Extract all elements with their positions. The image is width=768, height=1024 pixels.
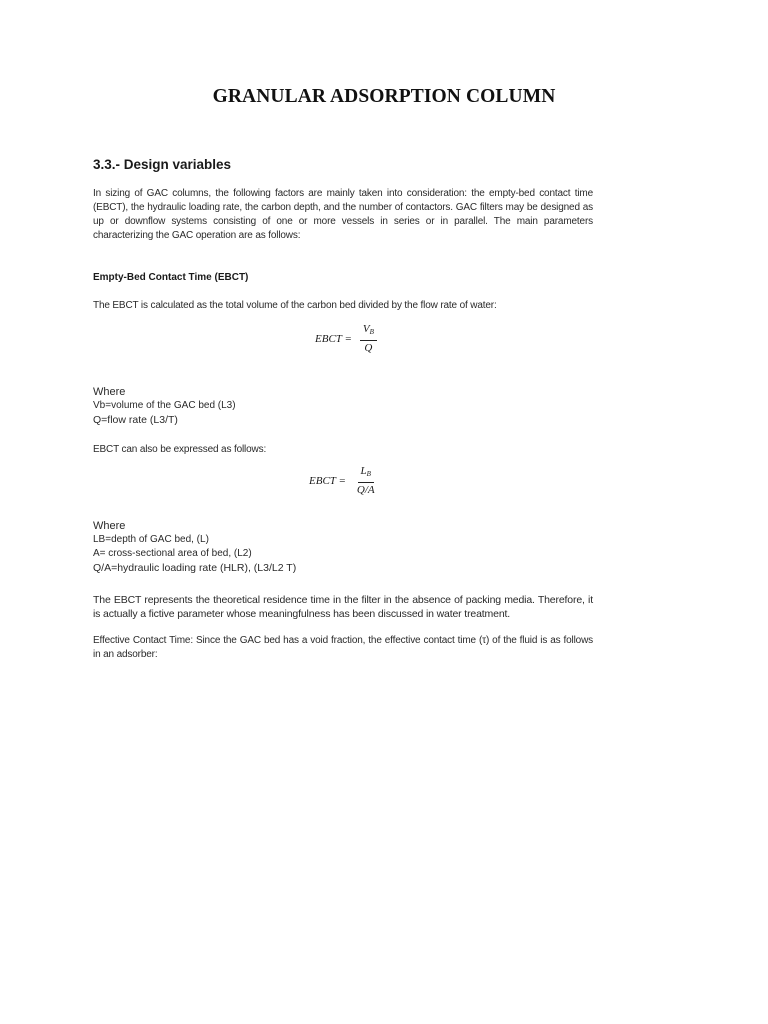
intro-paragraph: In sizing of GAC columns, the following factors are mainly taken into consideration: the empty-bed contact time (EBCT), the hydraulic loading rate, the carbon depth, and the number of contactors. GAC filters may be designed as up or downflow systems consisting of one or more vessels in series or in parallel. The main parameters characterizing the GAC operation are as follows: [93, 188, 593, 241]
where-label: Where [93, 386, 126, 398]
where-block-2 [93, 519, 593, 575]
numerator-subscript: B [366, 470, 371, 478]
ebct-explanation: The EBCT represents the theoretical residence time in the filter in the absence of packing media. Therefore, it is actually a fictive parameter whose meaningfulness has been discussed in water treatment. [93, 594, 593, 620]
ebct-formula-depth [309, 465, 593, 497]
formula-denominator: Q/A [356, 484, 375, 496]
where-line: Q=flow rate (L3/T) [93, 414, 178, 426]
numerator-subscript: B [369, 328, 374, 336]
where-line: LB=depth of GAC bed, (L) [93, 534, 209, 545]
ebct-alt-text: EBCT can also be expressed as follows: [93, 444, 267, 455]
effective-contact-time: Effective Contact Time: Since the GAC bed has a void fraction, the effective contact time (τ) of the fluid is as follows in an adsorber: [93, 635, 593, 660]
formula-numerator [358, 465, 374, 483]
formula-lhs: EBCT = [315, 333, 352, 345]
formula-denominator: Q [364, 342, 373, 354]
numerator-base: V [362, 323, 370, 335]
document-content [93, 157, 593, 662]
formula-lhs: EBCT = [309, 475, 346, 487]
formula-fraction [360, 323, 377, 355]
ebct-description: The EBCT is calculated as the total volume of the carbon bed divided by the flow rate of water: [93, 300, 497, 311]
where-block-1 [93, 385, 593, 427]
numerator-base: L [360, 465, 367, 477]
formula-fraction [354, 465, 378, 497]
where-line: Vb=volume of the GAC bed (L3) [93, 400, 236, 411]
formula-numerator [360, 323, 377, 341]
where-label: Where [93, 520, 126, 532]
where-line: A= cross-sectional area of bed, (L2) [93, 548, 252, 559]
section-heading: 3.3.- Design variables [93, 157, 232, 172]
ebct-heading: Empty-Bed Contact Time (EBCT) [93, 272, 249, 283]
where-line: Q/A=hydraulic loading rate (HLR), (L3/L2 T) [93, 562, 297, 574]
document-title: GRANULAR ADSORPTION COLUMN [212, 86, 556, 107]
ebct-formula-volume [315, 323, 593, 355]
